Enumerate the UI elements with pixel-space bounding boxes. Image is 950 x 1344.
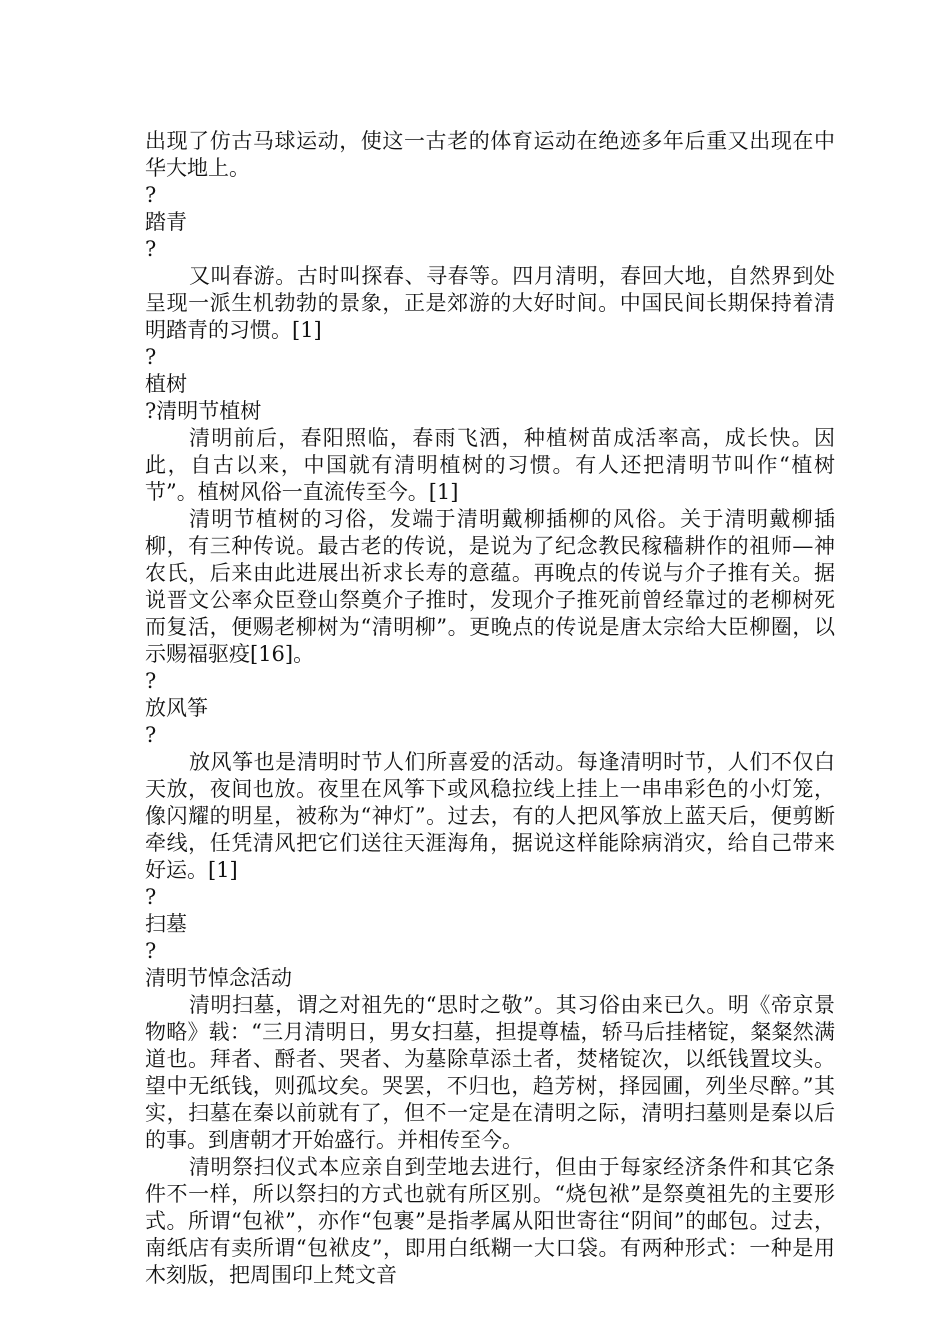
paragraph-saomu-1: 清明扫墓，谓之对祖先的“思时之敬”。其习俗由来已久。明《帝京景物略》载：“三月清明日，男女扫墓，担提尊榼，轿马后挂楮锭，粲粲然满道也。拜者、酹者、哭者、为墓除草添土者，焚楮锭次，以纸钱置坟头。望中无纸钱，则孤坟矣。哭罢，不归也，趋芳树，择园圃，列坐尽醉。”其实，扫墓在秦以前就有了，但不一定是在清明之际，清明扫墓则是秦以后的事。到唐朝才开始盛行。并相传至今。 <box>145 993 835 1152</box>
question-marker: ? <box>145 939 157 963</box>
paragraph-fengzheng: 放风筝也是清明时节人们所喜爱的活动。每逢清明时节，人们不仅白天放，夜间也放。夜里在风筝下或风稳拉线上挂上一串串彩色的小灯笼，像闪耀的明星，被称为“神灯”。过去，有的人把风筝放上蓝天后，便剪断牵线，任凭清风把它们送往天涯海角，据说这样能除病消灾，给自己带来好运。[1] <box>145 750 835 882</box>
question-marker: ? <box>145 183 157 207</box>
question-marker: ? <box>145 345 157 369</box>
section-heading-saomu: 扫墓 <box>145 912 187 936</box>
image-caption-saomu: 清明节悼念活动 <box>145 966 292 990</box>
paragraph-polo-ending: 出现了仿古马球运动，使这一古老的体育运动在绝迹多年后重又出现在中华大地上。 <box>145 129 835 180</box>
section-heading-zhishu: 植树 <box>145 372 187 396</box>
question-marker: ? <box>145 669 157 693</box>
image-caption-zhishu: ?清明节植树 <box>145 399 262 423</box>
question-marker: ? <box>145 885 157 909</box>
section-heading-taqing: 踏青 <box>145 210 187 234</box>
paragraph-saomu-2: 清明祭扫仪式本应亲自到茔地去进行，但由于每家经济条件和其它条件不一样，所以祭扫的方式也就有所区别。“烧包袱”是祭奠祖先的主要形式。所谓“包袱”，亦作“包裹”是指孝属从阳世寄往“阴间”的邮包。过去，南纸店有卖所谓“包袱皮”，即用白纸糊一大口袋。有两种形式：一种是用木刻版，把周围印上梵文音 <box>145 1155 835 1287</box>
paragraph-zhishu-1: 清明前后，春阳照临，春雨飞洒，种植树苗成活率高，成长快。因此，自古以来，中国就有清明植树的习惯。有人还把清明节叫作“植树节”。植树风俗一直流传至今。[1] <box>145 426 835 504</box>
paragraph-taqing: 又叫春游。古时叫探春、寻春等。四月清明，春回大地，自然界到处呈现一派生机勃勃的景象，正是郊游的大好时间。中国民间长期保持着清明踏青的习惯。[1] <box>145 264 835 342</box>
paragraph-zhishu-2: 清明节植树的习俗，发端于清明戴柳插柳的风俗。关于清明戴柳插柳，有三种传说。最古老的传说，是说为了纪念教民稼穑耕作的祖师—神农氏，后来由此进展出祈求长寿的意蕴。再晚点的传说与介子推有关。据说晋文公率众臣登山祭奠介子推时，发现介子推死前曾经靠过的老柳树死而复活，便赐老柳树为“清明柳”。更晚点的传说是唐太宗给大臣柳圈，以示赐福驱疫[16]。 <box>145 507 835 666</box>
document-body <box>145 128 835 1289</box>
question-marker: ? <box>145 723 157 747</box>
section-heading-fengzheng: 放风筝 <box>145 696 208 720</box>
question-marker: ? <box>145 237 157 261</box>
